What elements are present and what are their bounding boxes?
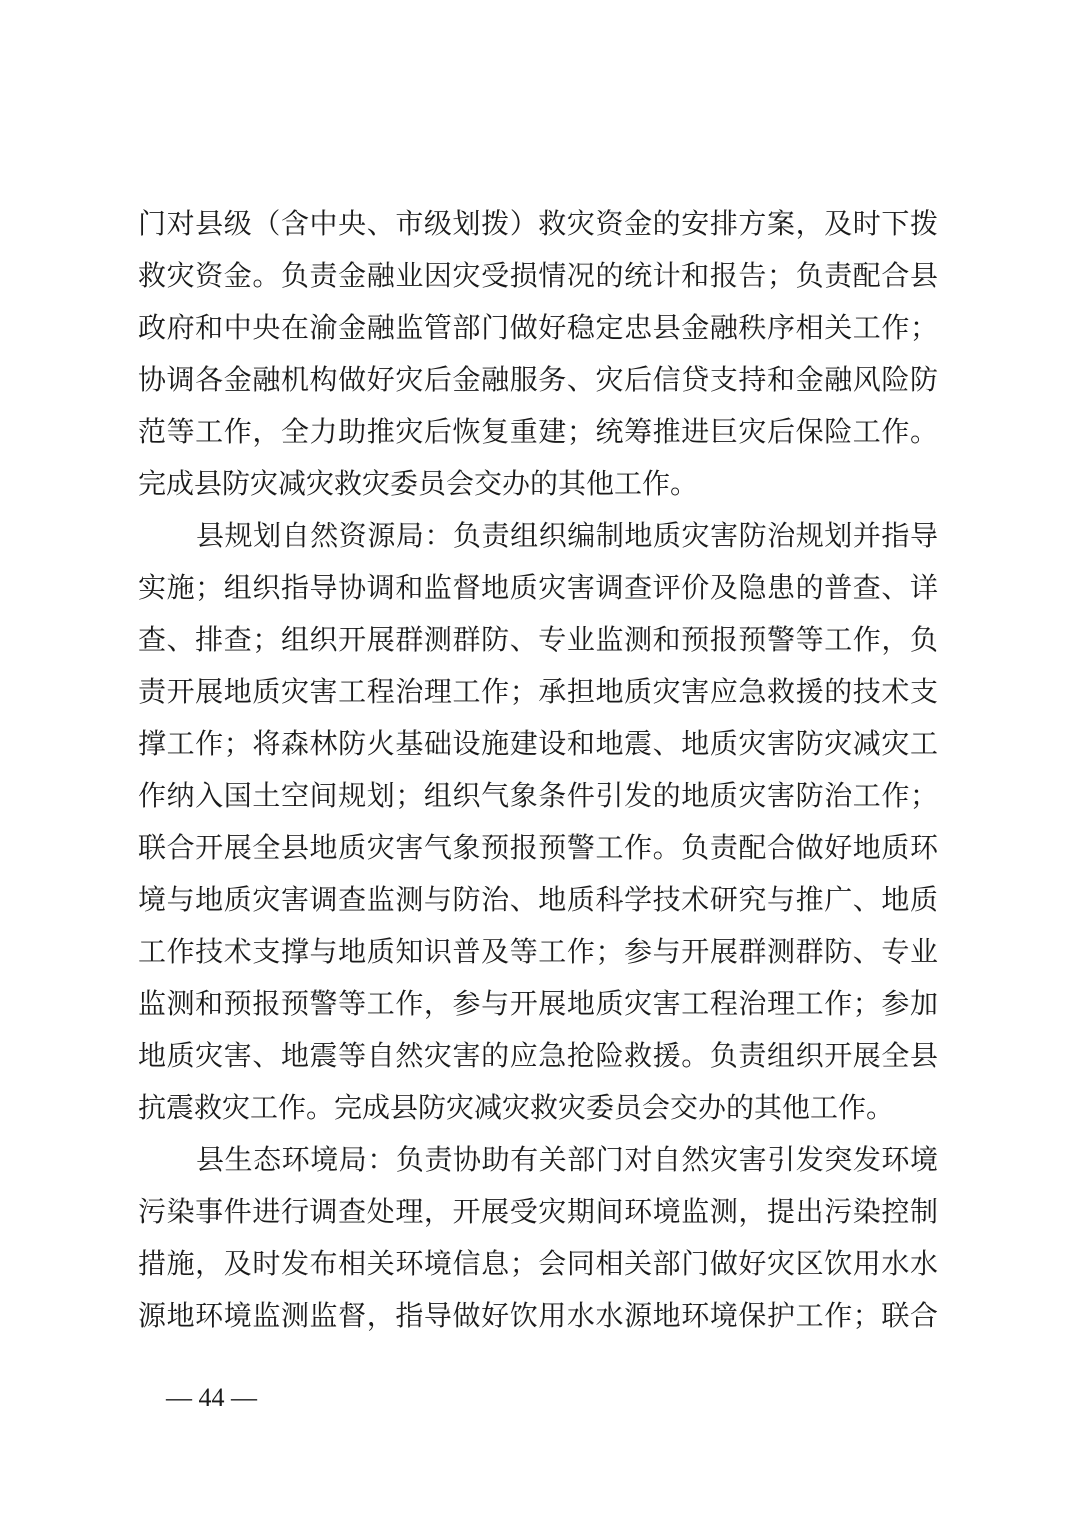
paragraph-3 xyxy=(138,1134,938,1342)
text-line: 源地环境监测监督，指导做好饮用水水源地环境保护工作；联合 xyxy=(138,1299,938,1332)
paragraph-2 xyxy=(138,510,938,1134)
text-line: 工作技术支撑与地质知识普及等工作；参与开展群测群防、专业 xyxy=(138,935,938,968)
text-line: 污染事件进行调查处理，开展受灾期间环境监测，提出污染控制 xyxy=(138,1195,938,1228)
paragraph-1 xyxy=(138,198,938,510)
text-line: 实施；组织指导协调和监督地质灾害调查评价及隐患的普查、详 xyxy=(138,571,938,604)
text-line: 救灾资金。负责金融业因灾受损情况的统计和报告；负责配合县 xyxy=(138,259,938,292)
document-body xyxy=(138,198,938,1342)
text-line: 范等工作，全力助推灾后恢复重建；统筹推进巨灾后保险工作。 xyxy=(138,415,938,448)
text-line: 措施，及时发布相关环境信息；会同相关部门做好灾区饮用水水 xyxy=(138,1247,938,1280)
text-line: 完成县防灾减灾救灾委员会交办的其他工作。 xyxy=(138,467,699,500)
text-line: 责开展地质灾害工程治理工作；承担地质灾害应急救援的技术支 xyxy=(138,675,938,708)
text-line: 境与地质灾害调查监测与防治、地质科学技术研究与推广、地质 xyxy=(138,883,938,916)
text-line: 监测和预报预警等工作，参与开展地质灾害工程治理工作；参加 xyxy=(138,987,938,1020)
page-number: — 44 — xyxy=(166,1383,257,1412)
text-line: 协调各金融机构做好灾后金融服务、灾后信贷支持和金融风险防 xyxy=(138,363,938,396)
text-line: 县规划自然资源局：负责组织编制地质灾害防治规划并指导 xyxy=(196,519,938,552)
text-line: 作纳入国土空间规划；组织气象条件引发的地质灾害防治工作； xyxy=(138,779,938,812)
text-line: 门对县级（含中央、市级划拨）救灾资金的安排方案，及时下拨 xyxy=(138,207,938,240)
text-line: 抗震救灾工作。完成县防灾减灾救灾委员会交办的其他工作。 xyxy=(138,1091,895,1124)
text-line: 政府和中央在渝金融监管部门做好稳定忠县金融秩序相关工作； xyxy=(138,311,938,344)
text-line: 县生态环境局：负责协助有关部门对自然灾害引发突发环境 xyxy=(196,1143,938,1176)
text-line: 撑工作；将森林防火基础设施建设和地震、地质灾害防灾减灾工 xyxy=(138,727,938,760)
text-line: 地质灾害、地震等自然灾害的应急抢险救援。负责组织开展全县 xyxy=(138,1039,938,1072)
text-line: 联合开展全县地质灾害气象预报预警工作。负责配合做好地质环 xyxy=(138,831,938,864)
text-line: 查、排查；组织开展群测群防、专业监测和预报预警等工作，负 xyxy=(138,623,938,656)
